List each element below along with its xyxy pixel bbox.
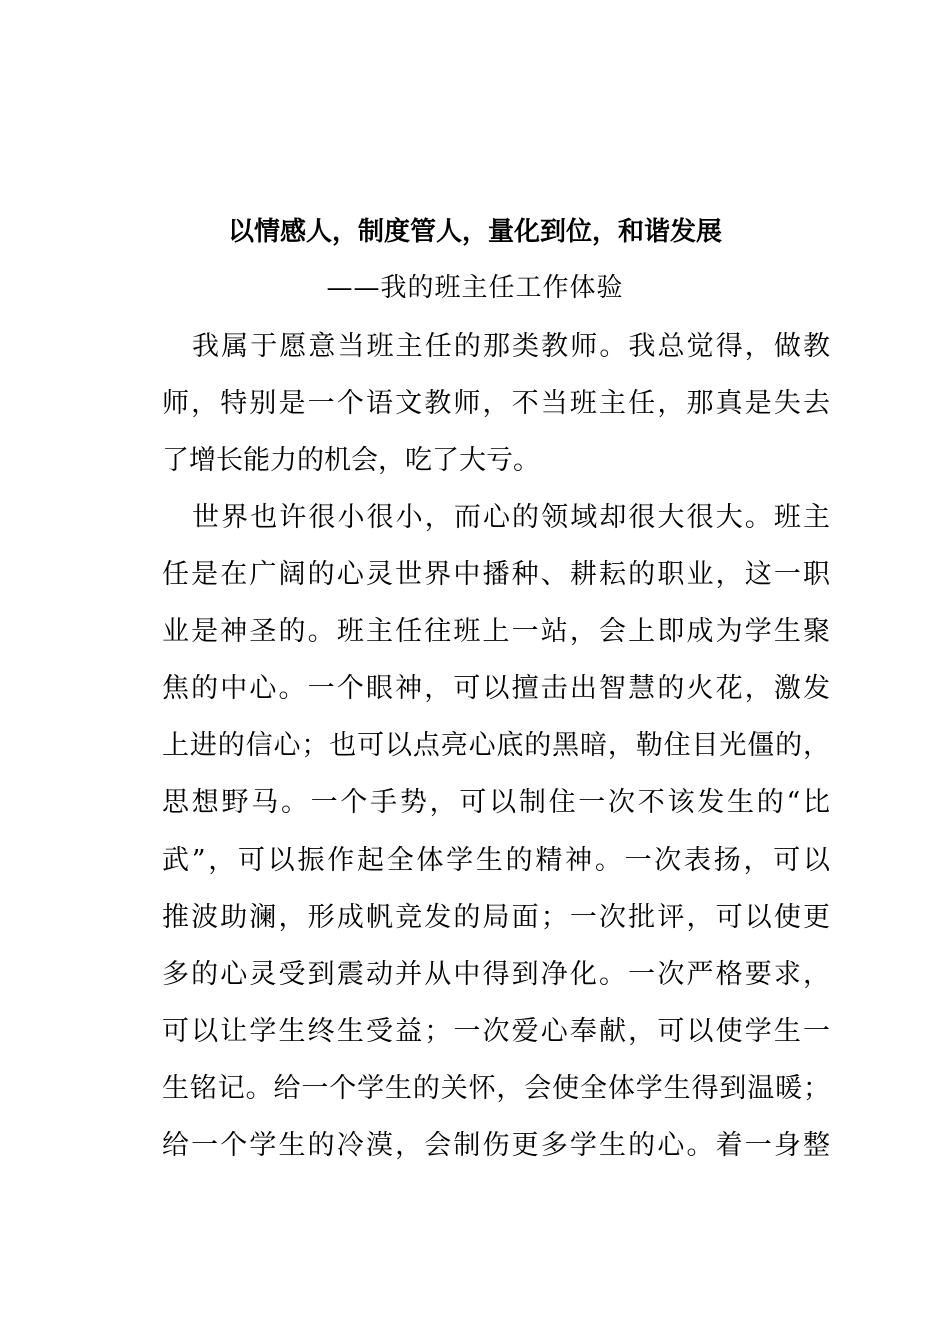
document-title: 以情感人，制度管人，量化到位，和谐发展 bbox=[227, 217, 722, 247]
paragraph-line: 我属于愿意当班主任的那类教师。我总觉得，做教 bbox=[192, 331, 830, 362]
paragraph-line: 思想野马。一个手势，可以制住一次不该发生的“比 bbox=[162, 787, 830, 819]
paragraph-2 bbox=[162, 489, 830, 1174]
paragraph-line: 业是神圣的。班主任往班上一站，会上即成为学生聚 bbox=[162, 616, 830, 648]
paragraph-line: 任是在广阔的心灵世界中播种、耕耘的职业，这一职 bbox=[162, 559, 830, 591]
paragraph-line: 可以让学生终生受益；一次爱心奉献，可以使学生一 bbox=[162, 1015, 830, 1047]
document-subtitle: ——我的班主任工作体验 bbox=[326, 273, 624, 303]
paragraph-line: 世界也许很小很小，而心的领域却很大很大。班主 bbox=[192, 502, 830, 533]
paragraph-line: 了增长能力的机会，吃了大亏。 bbox=[162, 445, 540, 477]
paragraph-line: 师，特别是一个语文教师，不当班主任，那真是失去 bbox=[162, 388, 830, 420]
paragraph-line: 给一个学生的冷漠，会制伤更多学生的心。着一身整 bbox=[162, 1130, 830, 1162]
paragraph-line: 多的心灵受到震动并从中得到净化。一次严格要求， bbox=[162, 958, 830, 990]
paragraph-line: 推波助澜，形成帆竞发的局面；一次批评，可以使更 bbox=[162, 901, 830, 933]
paragraph-line: 上进的信心；也可以点亮心底的黑暗，勒住目光僵的， bbox=[162, 730, 830, 762]
paragraph-line: 焦的中心。一个眼神，可以擅击出智慧的火花，激发 bbox=[162, 673, 830, 705]
paragraph-1 bbox=[162, 318, 830, 489]
paragraph-line: 生铭记。给一个学生的关怀，会使全体学生得到温暖； bbox=[162, 1072, 830, 1104]
paragraph-line: 武”，可以振作起全体学生的精神。一次表扬，可以 bbox=[162, 844, 830, 876]
